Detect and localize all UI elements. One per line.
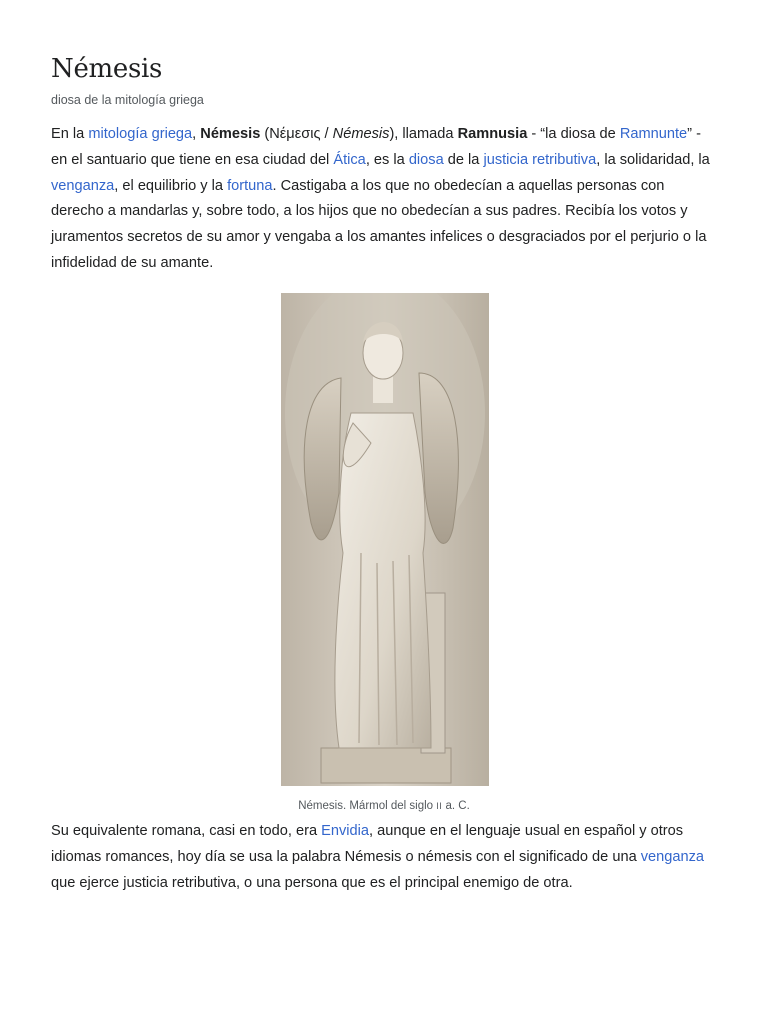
intro-paragraph	[51, 122, 721, 277]
link-atica[interactable]: Ática	[333, 151, 366, 168]
text: . Castigaba a los que no obedecían a aquellas personas con derecho a mandarlas y, sobre todo, a los hijos que no obedecían a sus padres. Recibía los votos y juramentos secretos de su amor y vengaba a los amantes infelices o desgraciados por el perjurio o la infidelidad de su amante.	[51, 177, 707, 271]
caption-text: a. C.	[442, 800, 470, 812]
italic-nemesis: Némesis	[332, 126, 390, 142]
image-caption	[0, 800, 768, 812]
link-venganza[interactable]: venganza	[51, 177, 115, 194]
text: /	[320, 126, 333, 142]
text: , el equilibrio y la	[114, 177, 228, 194]
text: - “la diosa de	[527, 126, 620, 142]
text: En la	[51, 126, 89, 142]
page-subtitle: diosa de la mitología griega	[51, 93, 204, 107]
greek-name: Νέμεσις	[269, 126, 321, 142]
page-title: Némesis	[51, 54, 163, 84]
text: ), llamada	[389, 126, 458, 142]
nemesis-statue-illustration	[281, 293, 489, 786]
text: que ejerce justicia retributiva, o una persona que es el principal enemigo de otra.	[51, 874, 573, 891]
caption-century: II	[436, 801, 443, 811]
text: Su equivalente romana, casi en todo, era	[51, 823, 322, 839]
bold-nemesis: Némesis	[200, 126, 261, 142]
link-venganza-2[interactable]: venganza	[640, 848, 705, 865]
text: , es la	[365, 151, 409, 168]
second-paragraph	[51, 819, 721, 896]
link-envidia[interactable]: Envidia	[321, 823, 370, 839]
link-ramnunte[interactable]: Ramnunte	[619, 126, 688, 142]
statue-image[interactable]	[281, 293, 489, 786]
link-diosa[interactable]: diosa	[408, 151, 444, 168]
text: (	[260, 126, 270, 142]
text: , la solidaridad, la	[596, 151, 710, 168]
link-justicia-retributiva[interactable]: justicia retributiva	[483, 151, 597, 168]
bold-ramnusia: Ramnusia	[457, 126, 528, 142]
text: de la	[443, 151, 484, 168]
link-fortuna[interactable]: fortuna	[227, 177, 273, 194]
link-mitologia-griega[interactable]: mitología griega	[88, 126, 193, 142]
text: , aunque en el lenguaje usual en español y otros idiomas romances, hoy día se usa la palabra Némesis o némesis con el significado de una	[51, 823, 684, 865]
text: ,	[192, 126, 201, 142]
text: ” - en el santuario que tiene en esa ciudad del	[51, 126, 701, 168]
caption-text: Némesis. Mármol del siglo	[298, 800, 437, 812]
